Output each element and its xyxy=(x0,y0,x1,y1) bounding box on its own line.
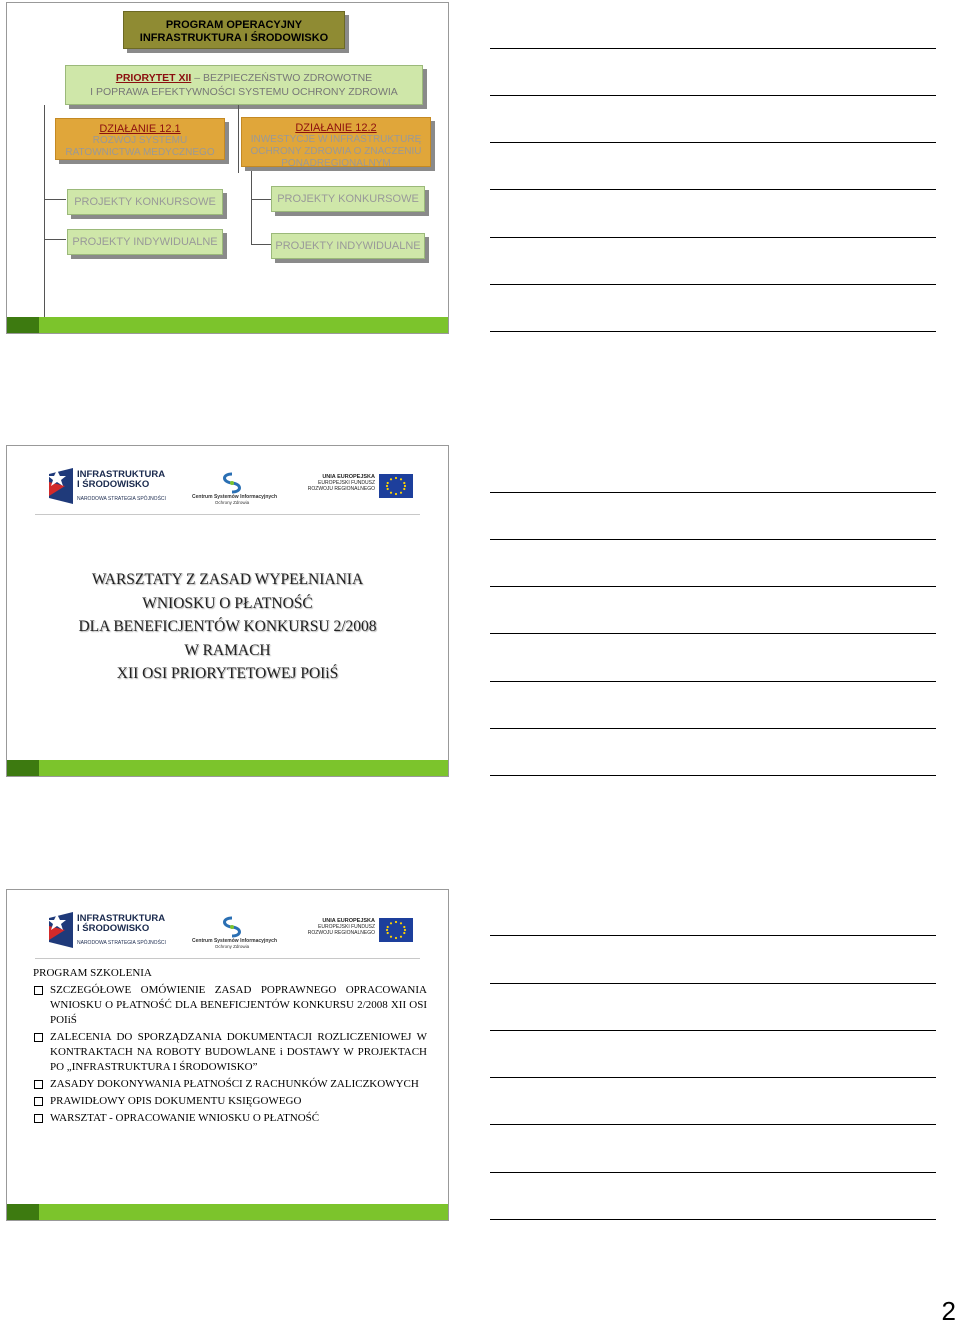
logo-text: INFRASTRUKTURA xyxy=(77,913,166,924)
square-bullet-icon xyxy=(34,1114,43,1123)
logo-header xyxy=(7,890,448,960)
logo-text: INFRASTRUKTURA xyxy=(77,469,166,480)
program-list xyxy=(33,983,427,1126)
list-item-text: WARSZTAT - OPRACOWANIE WNIOSKU O PŁATNOŚĆ xyxy=(50,1112,320,1124)
slide-org-chart xyxy=(6,2,449,334)
slide-footer-bar xyxy=(7,317,448,333)
list-item-text: ZASADY DOKONYWANIA PŁATNOŚCI Z RACHUNKÓW ZALICZKOWYCH xyxy=(50,1078,419,1090)
action-12-1-line: RATOWNICTWA MEDYCZNEGO xyxy=(65,147,215,158)
infrastruktura-logo xyxy=(47,468,172,506)
action-12-1-box xyxy=(55,118,225,160)
connector-line xyxy=(44,239,66,240)
training-program xyxy=(33,966,427,1128)
eu-logo xyxy=(305,474,415,500)
eu-flag-icon xyxy=(379,474,413,498)
projects-individual-box: PROJEKTY INDYWIDUALNE xyxy=(271,233,425,259)
csioz-logo xyxy=(192,916,278,950)
program-heading: PROGRAM SZKOLENIA xyxy=(33,967,152,979)
logo-text: I ŚRODOWISKO xyxy=(77,923,150,934)
action-12-2-line: OCHRONY ZDROWIA O ZNACZENIU xyxy=(250,146,422,157)
priority-box xyxy=(65,65,423,105)
square-bullet-icon xyxy=(34,1097,43,1106)
square-bullet-icon xyxy=(34,1080,43,1089)
logo-subtext: Ochrony Zdrowia xyxy=(214,500,250,505)
list-item-text: PRAWIDŁOWY OPIS DOKUMENTU KSIĘGOWEGO xyxy=(50,1095,302,1107)
list-item xyxy=(33,1077,427,1092)
program-line-2: INFRASTRUKTURA I ŚRODOWISKO xyxy=(139,32,329,44)
action-12-2-line: INWESTYCJE W INFRASTRUKTURĘ xyxy=(250,134,422,145)
priority-title: PRIORYTET XII xyxy=(115,72,192,84)
projects-competition-box: PROJEKTY KONKURSOWE xyxy=(67,189,223,215)
list-item xyxy=(33,983,427,1028)
logo-subtext: NARODOWA STRATEGIA SPÓJNOŚCI xyxy=(77,940,166,946)
program-box xyxy=(123,11,345,49)
logo-text: ROZWOJU REGIONALNEGO xyxy=(307,486,375,492)
logo-text: UNIA EUROPEJSKA xyxy=(322,474,375,480)
eu-flag-icon xyxy=(379,918,413,942)
projects-competition-box: PROJEKTY KONKURSOWE xyxy=(271,186,425,212)
list-item xyxy=(33,1111,427,1126)
projects-individual-box: PROJEKTY INDYWIDUALNE xyxy=(67,229,223,255)
workshop-title xyxy=(7,568,448,686)
connector-line xyxy=(44,105,45,319)
program-line-1: PROGRAM OPERACYJNY xyxy=(165,19,303,31)
priority-rest: – BEZPIECZEŃSTWO ZDROWOTNE xyxy=(191,72,373,84)
csioz-logo xyxy=(192,472,278,506)
priority-line-1 xyxy=(66,71,422,85)
connector-line xyxy=(44,199,66,200)
slide-training-program xyxy=(6,889,449,1221)
action-12-2-title: DZIAŁANIE 12.2 xyxy=(295,122,377,134)
priority-line-2: I POPRAWA EFEKTYWNOŚCI SYSTEMU OCHRONY ZDROWIA xyxy=(90,86,398,98)
action-12-1-line: ROZWÓJ SYSTEMU xyxy=(92,135,188,146)
logo-text: EUROPEJSKI FUNDUSZ xyxy=(318,924,375,930)
eu-logo xyxy=(305,918,415,944)
connector-line xyxy=(251,199,271,200)
title-line: WNIOSKU O PŁATNOŚĆ xyxy=(142,594,313,612)
logo-text: I ŚRODOWISKO xyxy=(77,479,150,490)
action-12-2-line: PONADREGIONALNYM xyxy=(281,158,391,169)
slide-footer-bar xyxy=(7,1204,448,1220)
square-bullet-icon xyxy=(34,1033,43,1042)
list-item-text: SZCZEGÓŁOWE OMÓWIENIE ZASAD POPRAWNEGO OPRACOWANIA WNIOSKU O PŁATNOŚĆ DLA BENEFICJENTÓW KONKURSU 2/2008 XII OSI POIiŚ xyxy=(50,984,427,1026)
connector-line xyxy=(251,167,252,245)
infrastruktura-logo xyxy=(47,912,172,950)
action-12-2-box xyxy=(241,117,431,167)
list-item xyxy=(33,1030,427,1075)
title-line: DLA BENEFICJENTÓW KONKURSU 2/2008 xyxy=(78,618,377,635)
logo-text: ROZWOJU REGIONALNEGO xyxy=(307,930,375,936)
title-line: XII OSI PRIORYTETOWEJ POIiŚ xyxy=(116,665,339,682)
logo-text: Centrum Systemów Informacyjnych xyxy=(192,938,278,944)
title-line: W RAMACH xyxy=(184,641,271,659)
logo-header xyxy=(7,446,448,516)
list-item xyxy=(33,1094,427,1109)
action-12-1-title: DZIAŁANIE 12.1 xyxy=(99,123,181,135)
connector-line xyxy=(251,244,271,245)
page-number: 2 xyxy=(941,1296,956,1326)
connector-line xyxy=(238,105,239,173)
logo-text: EUROPEJSKI FUNDUSZ xyxy=(318,480,375,486)
logo-subtext: Ochrony Zdrowia xyxy=(214,944,250,949)
logo-text: Centrum Systemów Informacyjnych xyxy=(192,494,278,500)
list-item-text: ZALECENIA DO SPORZĄDZANIA DOKUMENTACJI ROZLICZENIOWEJ W KONTRAKTACH NA ROBOTY BUDOWLANE i DOSTAWY W PROJEKTACH PO „INFRASTRUKTURA I ŚRODOWISKO” xyxy=(50,1031,427,1073)
square-bullet-icon xyxy=(34,986,43,995)
slide-title xyxy=(6,445,449,777)
title-line: WARSZTATY Z ZASAD WYPEŁNIANIA xyxy=(91,571,364,588)
slide-footer-bar xyxy=(7,760,448,776)
logo-text: UNIA EUROPEJSKA xyxy=(322,918,375,924)
logo-subtext: NARODOWA STRATEGIA SPÓJNOŚCI xyxy=(77,496,166,502)
